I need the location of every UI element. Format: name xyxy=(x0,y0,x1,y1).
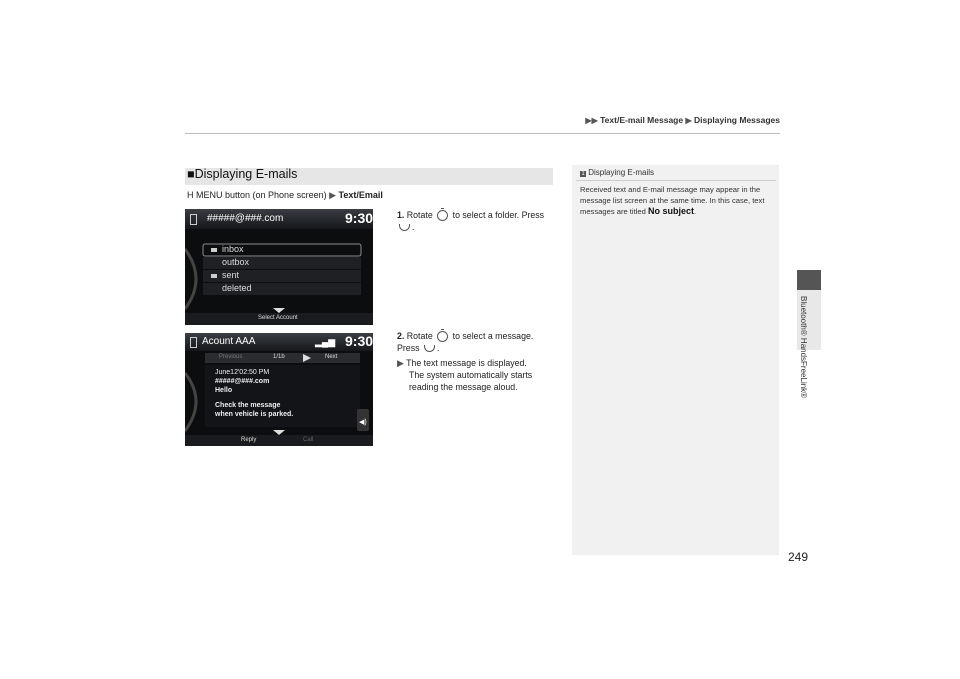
chapter-tab-marker xyxy=(797,270,821,290)
previous-button[interactable]: Previous xyxy=(219,354,243,360)
phone-icon xyxy=(190,337,197,348)
sidebar-text: Received text and E-mail message may appear in the message list screen at the same time. In this case, text messages are titled No subject. xyxy=(580,185,765,216)
breadcrumb xyxy=(560,115,780,125)
triangle-icon: ▶ xyxy=(397,358,404,369)
speaker-icon[interactable]: ◀) xyxy=(359,419,367,426)
breadcrumb-part2: Displaying Messages xyxy=(694,115,780,125)
folder-screen xyxy=(185,209,373,325)
message-body xyxy=(215,368,293,419)
folder-item[interactable]: outbox xyxy=(222,257,250,267)
folder-list xyxy=(211,244,252,296)
sidebar-panel xyxy=(572,165,779,555)
knob-press-icon xyxy=(399,224,410,231)
folder-item[interactable]: sent xyxy=(211,270,252,283)
step-1: 1. Rotate to select a folder. Press . xyxy=(397,210,545,233)
account-label: #####@###.com xyxy=(207,213,284,224)
message-subject: Hello xyxy=(215,387,233,394)
sidebar-rule xyxy=(576,180,776,181)
clock: 9:30 xyxy=(345,210,373,226)
breadcrumb-part1: Text/E-mail Message xyxy=(600,115,684,125)
step-2: 2. Rotate to select a message. Press . ▶ The text message is displayed. The system automatically starts reading the message aloud. xyxy=(397,330,562,393)
message-notice: when vehicle is parked. xyxy=(215,411,294,418)
folder-item[interactable]: inbox xyxy=(211,244,252,257)
step-2-result: ▶ The text message is displayed. The system automatically starts reading the message aloud. xyxy=(397,358,533,393)
menu-path: H MENU button (on Phone screen) ▶ Text/Email xyxy=(187,190,383,200)
message-notice: Check the message xyxy=(215,402,281,409)
triangle-icon: ▶ xyxy=(329,190,337,200)
signal-icon: ▂▄▆ xyxy=(315,337,336,347)
home-icon: H xyxy=(187,190,194,200)
message-counter: 1/1b xyxy=(273,354,285,360)
knob-press-icon xyxy=(424,345,435,352)
folder-icon xyxy=(211,248,217,252)
square-icon: ■ xyxy=(187,167,195,181)
header-rule xyxy=(185,133,780,134)
message-date: June12'02:50 PM xyxy=(215,369,270,376)
triangle-icon: ▶▶ xyxy=(585,116,598,125)
triangle-icon: ▶ xyxy=(685,116,692,125)
folder-icon xyxy=(211,274,217,278)
page-number: 249 xyxy=(788,550,809,564)
message-screen xyxy=(185,333,373,446)
sidebar-title: 1 Displaying E-mails xyxy=(581,168,655,177)
account-label: Acount AAA xyxy=(202,336,256,347)
next-button[interactable]: Next xyxy=(325,354,338,360)
message-sender: #####@###.com xyxy=(215,378,270,385)
section-title: ■Displaying E-mails xyxy=(187,167,298,181)
chapter-label: Bluetooth® HandsFreeLink® xyxy=(799,296,808,399)
knob-rotate-icon xyxy=(437,331,448,342)
select-account-button[interactable]: Select Account xyxy=(258,315,298,321)
knob-rotate-icon xyxy=(437,210,448,221)
reply-button[interactable]: Reply xyxy=(241,437,257,443)
note-icon: 1 xyxy=(581,171,585,177)
phone-icon xyxy=(190,214,197,225)
call-button[interactable]: Call xyxy=(303,437,314,443)
folder-item[interactable]: deleted xyxy=(222,283,252,293)
clock: 9:30 xyxy=(345,333,373,349)
